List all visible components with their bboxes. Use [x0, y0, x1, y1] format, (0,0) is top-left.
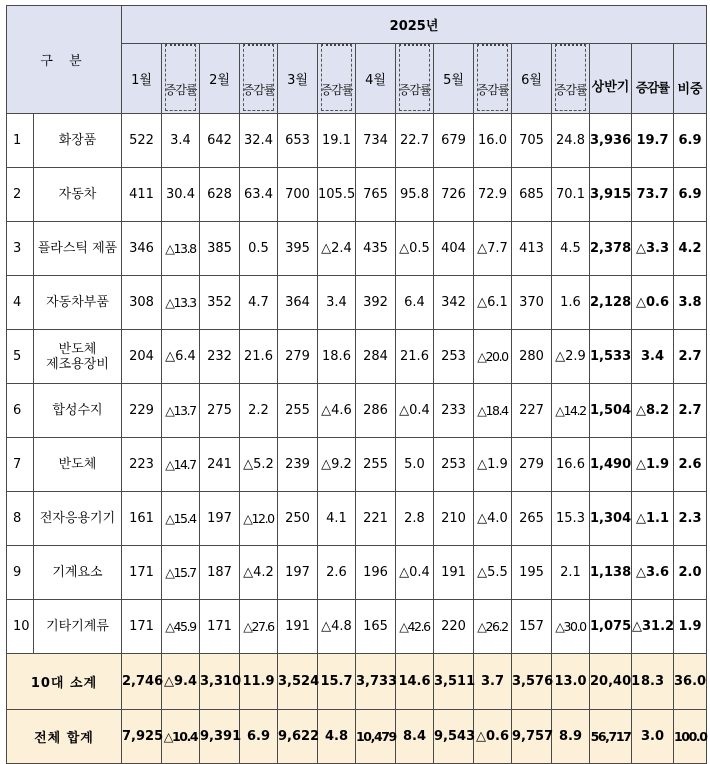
subtotal-r1: △9.4 — [162, 654, 200, 710]
row-month-4: 255 — [356, 438, 396, 492]
subtotal-r4: 14.6 — [396, 654, 434, 710]
row-month-4: 286 — [356, 384, 396, 438]
row-rate-5: △7.7 — [474, 222, 512, 276]
row-month-4: 165 — [356, 600, 396, 654]
row-month-6: 157 — [512, 600, 552, 654]
total-share: 100.0 — [674, 710, 707, 764]
row-index: 2 — [7, 168, 34, 222]
row-month-4: 392 — [356, 276, 396, 330]
row-month-5: 191 — [434, 546, 474, 600]
table-footer — [7, 654, 707, 764]
rate-header-3: 증감률 — [318, 44, 356, 114]
total-r1: △10.4 — [162, 710, 200, 764]
table-row — [7, 546, 707, 600]
export-statistics-table — [6, 5, 707, 764]
total-r3: 4.8 — [318, 710, 356, 764]
row-share: 2.0 — [674, 546, 707, 600]
row-rate-5: △1.9 — [474, 438, 512, 492]
row-rate-3: △9.2 — [318, 438, 356, 492]
row-rate-6: 4.5 — [552, 222, 590, 276]
total-r4: 8.4 — [396, 710, 434, 764]
row-rate-1: △15.7 — [162, 546, 200, 600]
row-half-year: 2,128 — [590, 276, 632, 330]
row-rate-1: △14.7 — [162, 438, 200, 492]
month-header-5: 5월 — [434, 44, 474, 114]
row-half-year: 3,936 — [590, 114, 632, 168]
row-month-3: 239 — [278, 438, 318, 492]
row-half-year: 3,915 — [590, 168, 632, 222]
row-month-3: 250 — [278, 492, 318, 546]
row-rate-4: △0.4 — [396, 546, 434, 600]
row-month-4: 734 — [356, 114, 396, 168]
row-month-5: 679 — [434, 114, 474, 168]
row-month-6: 195 — [512, 546, 552, 600]
row-month-4: 284 — [356, 330, 396, 384]
subtotal-r5: 3.7 — [474, 654, 512, 710]
row-category: 반도체 — [34, 438, 122, 492]
row-category — [34, 330, 122, 384]
row-rate-6: 1.6 — [552, 276, 590, 330]
row-month-2: 232 — [200, 330, 240, 384]
row-month-5: 233 — [434, 384, 474, 438]
row-rate-2: 32.4 — [240, 114, 278, 168]
row-category-line1: 반도체 — [58, 341, 97, 357]
row-rate-1: 3.4 — [162, 114, 200, 168]
row-month-1: 204 — [122, 330, 162, 384]
row-rate-6: 15.3 — [552, 492, 590, 546]
row-rate-1: △15.4 — [162, 492, 200, 546]
total-m3: 9,622 — [278, 710, 318, 764]
row-month-4: 196 — [356, 546, 396, 600]
subtotal-m6: 3,576 — [512, 654, 552, 710]
total-half-rate: 3.0 — [632, 710, 674, 764]
rate-header-5: 증감률 — [474, 44, 512, 114]
row-rate-5: △4.0 — [474, 492, 512, 546]
share-header: 비중 — [674, 44, 707, 114]
category-header: 구 분 — [7, 6, 122, 114]
row-rate-4: 6.4 — [396, 276, 434, 330]
row-month-6: 370 — [512, 276, 552, 330]
rate-header-2: 증감률 — [240, 44, 278, 114]
row-month-1: 411 — [122, 168, 162, 222]
total-m1: 7,925 — [122, 710, 162, 764]
row-month-2: 628 — [200, 168, 240, 222]
row-half-year: 1,490 — [590, 438, 632, 492]
subtotal-m2: 3,310 — [200, 654, 240, 710]
row-index: 3 — [7, 222, 34, 276]
row-rate-3: 19.1 — [318, 114, 356, 168]
row-half-year: 1,075 — [590, 600, 632, 654]
row-share: 2.7 — [674, 384, 707, 438]
row-month-2: 241 — [200, 438, 240, 492]
row-month-3: 279 — [278, 330, 318, 384]
total-row — [7, 710, 707, 764]
row-index: 5 — [7, 330, 34, 384]
row-month-3: 255 — [278, 384, 318, 438]
row-month-6: 280 — [512, 330, 552, 384]
subtotal-m4: 3,733 — [356, 654, 396, 710]
total-m6: 9,757 — [512, 710, 552, 764]
row-category: 화장품 — [34, 114, 122, 168]
row-month-1: 346 — [122, 222, 162, 276]
row-rate-1: △6.4 — [162, 330, 200, 384]
row-rate-3: △2.4 — [318, 222, 356, 276]
table-row — [7, 492, 707, 546]
subtotal-m3: 3,524 — [278, 654, 318, 710]
row-half-rate: △1.9 — [632, 438, 674, 492]
row-rate-2: 4.7 — [240, 276, 278, 330]
row-month-2: 385 — [200, 222, 240, 276]
row-month-2: 352 — [200, 276, 240, 330]
row-rate-3: △4.6 — [318, 384, 356, 438]
total-r5: △0.6 — [474, 710, 512, 764]
row-half-rate: △3.3 — [632, 222, 674, 276]
row-share: 2.7 — [674, 330, 707, 384]
table-row — [7, 384, 707, 438]
row-rate-3: 2.6 — [318, 546, 356, 600]
row-rate-5: △18.4 — [474, 384, 512, 438]
row-category: 자동차부품 — [34, 276, 122, 330]
row-rate-4: △0.4 — [396, 384, 434, 438]
row-index: 8 — [7, 492, 34, 546]
row-rate-1: △13.8 — [162, 222, 200, 276]
row-month-3: 395 — [278, 222, 318, 276]
total-m2: 9,391 — [200, 710, 240, 764]
row-half-rate: △31.2 — [632, 600, 674, 654]
row-half-rate: 3.4 — [632, 330, 674, 384]
row-rate-2: △27.6 — [240, 600, 278, 654]
row-rate-4: 95.8 — [396, 168, 434, 222]
row-category: 자동차 — [34, 168, 122, 222]
row-rate-3: 105.5 — [318, 168, 356, 222]
subtotal-r2: 11.9 — [240, 654, 278, 710]
half-rate-header: 증감률 — [632, 44, 674, 114]
year-header: 2025년 — [122, 6, 707, 44]
row-category: 플라스틱 제품 — [34, 222, 122, 276]
row-index: 7 — [7, 438, 34, 492]
row-month-2: 197 — [200, 492, 240, 546]
row-share: 4.2 — [674, 222, 707, 276]
total-m5: 9,543 — [434, 710, 474, 764]
month-header-6: 6월 — [512, 44, 552, 114]
month-header-4: 4월 — [356, 44, 396, 114]
row-half-rate: 73.7 — [632, 168, 674, 222]
row-month-6: 227 — [512, 384, 552, 438]
row-rate-5: 16.0 — [474, 114, 512, 168]
row-month-5: 220 — [434, 600, 474, 654]
table-body — [7, 114, 707, 654]
row-half-rate: △3.6 — [632, 546, 674, 600]
total-r2: 6.9 — [240, 710, 278, 764]
row-half-rate: 19.7 — [632, 114, 674, 168]
row-rate-4: 5.0 — [396, 438, 434, 492]
row-half-rate: △8.2 — [632, 384, 674, 438]
row-rate-4: △42.6 — [396, 600, 434, 654]
row-share: 2.3 — [674, 492, 707, 546]
row-rate-3: 3.4 — [318, 276, 356, 330]
row-rate-2: 21.6 — [240, 330, 278, 384]
row-category: 전자응용기기 — [34, 492, 122, 546]
row-rate-2: △5.2 — [240, 438, 278, 492]
row-rate-6: 2.1 — [552, 546, 590, 600]
row-half-year: 1,533 — [590, 330, 632, 384]
total-r6: 8.9 — [552, 710, 590, 764]
row-category-line2: 제조용장비 — [46, 356, 109, 372]
row-month-2: 642 — [200, 114, 240, 168]
table-header — [7, 6, 707, 114]
row-month-1: 229 — [122, 384, 162, 438]
table-row — [7, 168, 707, 222]
row-rate-5: △5.5 — [474, 546, 512, 600]
row-rate-6: 70.1 — [552, 168, 590, 222]
row-month-3: 364 — [278, 276, 318, 330]
table-row — [7, 330, 707, 384]
row-rate-6: △14.2 — [552, 384, 590, 438]
row-rate-6: △2.9 — [552, 330, 590, 384]
row-month-3: 191 — [278, 600, 318, 654]
row-month-1: 223 — [122, 438, 162, 492]
row-month-2: 275 — [200, 384, 240, 438]
row-rate-1: △13.7 — [162, 384, 200, 438]
row-share: 6.9 — [674, 114, 707, 168]
subtotal-label: 10대 소계 — [7, 654, 122, 710]
row-month-6: 413 — [512, 222, 552, 276]
month-header-3: 3월 — [278, 44, 318, 114]
row-month-5: 726 — [434, 168, 474, 222]
month-header-1: 1월 — [122, 44, 162, 114]
row-category: 합성수지 — [34, 384, 122, 438]
row-month-3: 197 — [278, 546, 318, 600]
row-rate-5: 72.9 — [474, 168, 512, 222]
row-month-6: 685 — [512, 168, 552, 222]
subtotal-m5: 3,511 — [434, 654, 474, 710]
row-month-1: 308 — [122, 276, 162, 330]
table-row — [7, 276, 707, 330]
rate-header-4: 증감률 — [396, 44, 434, 114]
row-rate-3: 4.1 — [318, 492, 356, 546]
row-month-5: 342 — [434, 276, 474, 330]
row-month-4: 435 — [356, 222, 396, 276]
subtotal-share: 36.0 — [674, 654, 707, 710]
row-half-year: 1,138 — [590, 546, 632, 600]
row-month-5: 253 — [434, 330, 474, 384]
subtotal-half-rate: 8.3 — [632, 654, 674, 710]
subtotal-m1: 2,746 — [122, 654, 162, 710]
row-index: 10 — [7, 600, 34, 654]
row-rate-5: △20.0 — [474, 330, 512, 384]
subtotal-r6: 13.0 — [552, 654, 590, 710]
row-category: 기계요소 — [34, 546, 122, 600]
row-half-year: 1,304 — [590, 492, 632, 546]
rate-header-1: 증감률 — [162, 44, 200, 114]
row-month-1: 171 — [122, 600, 162, 654]
row-share: 6.9 — [674, 168, 707, 222]
total-half: 56,717 — [590, 710, 632, 764]
row-rate-2: 2.2 — [240, 384, 278, 438]
row-half-rate: △1.1 — [632, 492, 674, 546]
row-rate-4: 22.7 — [396, 114, 434, 168]
table-row — [7, 222, 707, 276]
row-rate-4: 21.6 — [396, 330, 434, 384]
row-index: 1 — [7, 114, 34, 168]
row-month-5: 404 — [434, 222, 474, 276]
row-month-4: 221 — [356, 492, 396, 546]
row-rate-5: △6.1 — [474, 276, 512, 330]
row-half-year: 2,378 — [590, 222, 632, 276]
row-index: 9 — [7, 546, 34, 600]
row-category: 기타기계류 — [34, 600, 122, 654]
row-month-6: 705 — [512, 114, 552, 168]
month-header-2: 2월 — [200, 44, 240, 114]
row-rate-2: △12.0 — [240, 492, 278, 546]
total-m4: 10,479 — [356, 710, 396, 764]
row-share: 2.6 — [674, 438, 707, 492]
row-rate-1: △45.9 — [162, 600, 200, 654]
table-row — [7, 600, 707, 654]
row-month-2: 187 — [200, 546, 240, 600]
row-share: 1.9 — [674, 600, 707, 654]
row-rate-3: △4.8 — [318, 600, 356, 654]
row-rate-4: 2.8 — [396, 492, 434, 546]
subtotal-r3: 15.7 — [318, 654, 356, 710]
rate-header-6: 증감률 — [552, 44, 590, 114]
row-month-3: 653 — [278, 114, 318, 168]
row-index: 6 — [7, 384, 34, 438]
row-share: 3.8 — [674, 276, 707, 330]
row-rate-2: △4.2 — [240, 546, 278, 600]
row-month-3: 700 — [278, 168, 318, 222]
total-label: 전체 합계 — [7, 710, 122, 764]
row-rate-5: △26.2 — [474, 600, 512, 654]
row-month-6: 265 — [512, 492, 552, 546]
row-month-4: 765 — [356, 168, 396, 222]
table-row — [7, 114, 707, 168]
row-rate-6: 24.8 — [552, 114, 590, 168]
row-month-1: 522 — [122, 114, 162, 168]
row-rate-3: 18.6 — [318, 330, 356, 384]
row-half-year: 1,504 — [590, 384, 632, 438]
row-month-5: 253 — [434, 438, 474, 492]
row-rate-2: 63.4 — [240, 168, 278, 222]
row-rate-1: △13.3 — [162, 276, 200, 330]
subtotal-half: 20,401 — [590, 654, 632, 710]
row-rate-2: 0.5 — [240, 222, 278, 276]
half-year-header: 상반기 — [590, 44, 632, 114]
row-rate-1: 30.4 — [162, 168, 200, 222]
row-index: 4 — [7, 276, 34, 330]
table-row — [7, 438, 707, 492]
row-month-2: 171 — [200, 600, 240, 654]
row-rate-6: 16.6 — [552, 438, 590, 492]
subtotal-row — [7, 654, 707, 710]
row-month-5: 210 — [434, 492, 474, 546]
row-rate-4: △0.5 — [396, 222, 434, 276]
row-half-rate: △0.6 — [632, 276, 674, 330]
row-month-6: 279 — [512, 438, 552, 492]
row-rate-6: △30.0 — [552, 600, 590, 654]
row-month-1: 161 — [122, 492, 162, 546]
row-month-1: 171 — [122, 546, 162, 600]
